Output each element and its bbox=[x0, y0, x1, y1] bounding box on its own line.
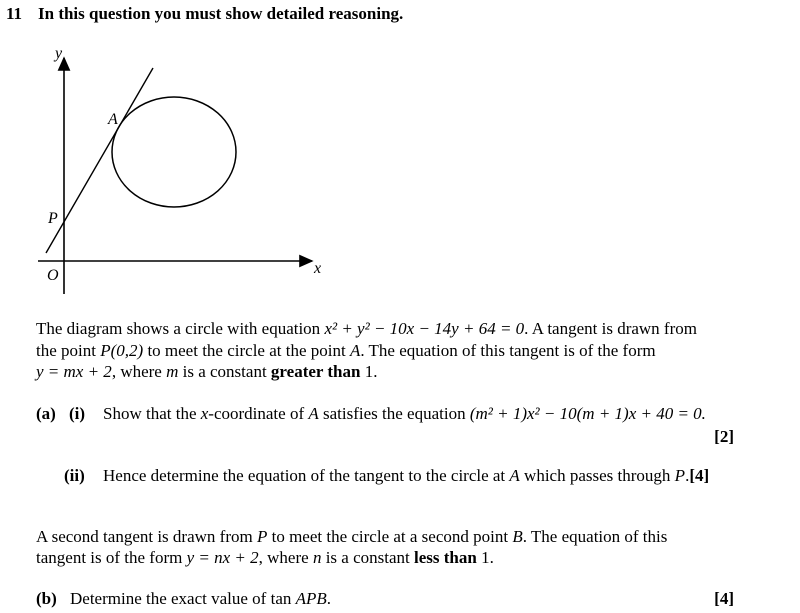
part-a-ii-label: (ii) bbox=[64, 466, 85, 485]
point-p-label: P bbox=[48, 210, 58, 227]
part-a-i-marks: [2] bbox=[714, 427, 734, 446]
intro-line-2: the point P(0,2) to meet the circle at the point A. The equation of this tangent is of the form bbox=[36, 341, 656, 360]
part-b-marks: [4] bbox=[714, 589, 734, 608]
part-a-i-text: Show that the x-coordinate of A satisfies the equation (m² + 1)x² − 10(m + 1)x + 40 = 0. bbox=[103, 404, 706, 423]
tangent-line bbox=[46, 68, 153, 253]
part-a-label: (a) bbox=[36, 404, 56, 423]
circle-equation: x² + y² − 10x − 14y + 64 = 0 bbox=[324, 319, 525, 338]
point-a-label: A bbox=[108, 111, 118, 128]
intro-line-3: y = mx + 2, where m is a constant greater than 1. bbox=[36, 362, 378, 381]
question-heading: In this question you must show detailed reasoning. bbox=[38, 4, 404, 23]
second-line-2: tangent is of the form y = nx + 2, where n is a constant less than 1. bbox=[36, 548, 494, 567]
y-axis-label: y bbox=[55, 45, 63, 62]
circle-tangent-diagram bbox=[0, 0, 800, 300]
x-axis-label: x bbox=[314, 260, 322, 277]
part-b-text: Determine the exact value of tan APB. bbox=[70, 589, 332, 608]
part-a-i-label: (i) bbox=[69, 404, 86, 423]
second-tangent-form: y = nx + 2 bbox=[186, 548, 259, 567]
question-number: 11 bbox=[6, 4, 23, 23]
intro-line-1: The diagram shows a circle with equation x² + y² − 10x − 14y + 64 = 0. A tangent is drawn from bbox=[36, 319, 697, 338]
quadratic-equation: (m² + 1)x² − 10(m + 1)x + 40 = 0. bbox=[469, 404, 706, 423]
part-a-ii-marks: [4] bbox=[689, 466, 710, 485]
part-b-label: (b) bbox=[36, 589, 57, 608]
circle bbox=[112, 97, 236, 207]
second-line-1: A second tangent is drawn from P to meet the circle at a second point B. The equation of this bbox=[36, 527, 668, 546]
tangent-form: y = mx + 2 bbox=[36, 362, 112, 381]
part-a-ii-text: Hence determine the equation of the tangent to the circle at A which passes through P.[4] bbox=[103, 466, 710, 485]
origin-label: O bbox=[47, 267, 59, 284]
